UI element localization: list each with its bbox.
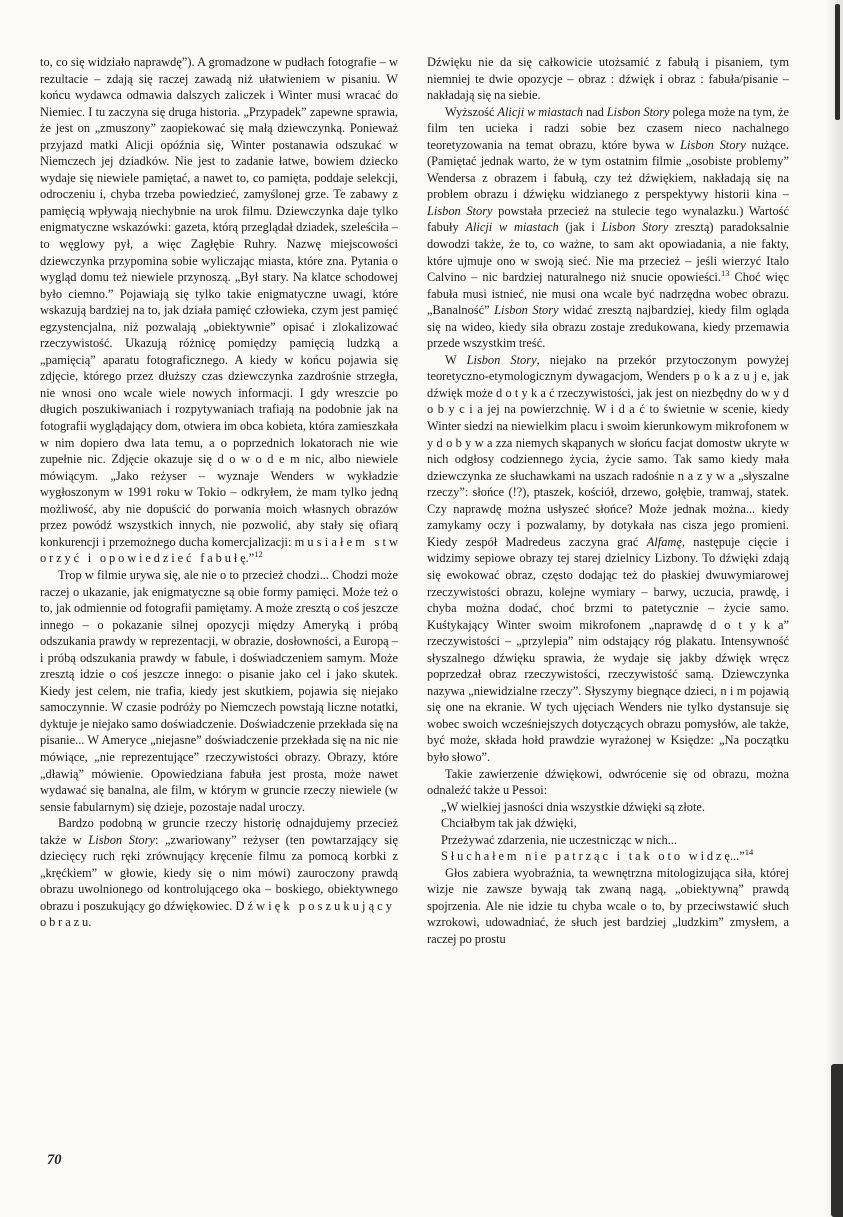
paragraph: Wyższość Alicji w miastach nad Lisbon Story polega może na tym, że film ten ucieka i radzi sobie bez czasem nieco nachalnego teoretyzowania na temat obrazu, które bywa w Lisbon Story nużące. (Pamiętać jednak warto, że w tym ostatnim filmie „osobiste problemy” Wendersa z obrazem i fabułą, czy też dźwiękiem, nakładają się na problem obrazu i dźwięku widzianego z perspektywy historii kina – Lisbon Story powstała przecież na stulecie tego wynalazku.) Wartość fabuły Alicji w miastach (jak i Lisbon Story zresztą) paradoksalnie dowodzi także, że to, co ważne, to sam akt opowiadania, a nie fakty, które ujmuje ono w swoją sieć. Nie ma przecież – jeśli wierzyć Italo Calvino – nic bardziej naturalnego niż snucie opowieści.$^{13}$ Choć więc fabuła musi istnieć, nie musi ona wcale być nadrzędna wobec obrazu. „Banalność” Lisbon Story widać zresztą najbardziej, kiedy film ogląda się na wideo, kiedy siła obrazu zostaje zredukowana, kiedy przemawia przede wszystkim treść. [427, 104, 790, 351]
scan-artifact-top-right [835, 4, 840, 120]
poem-quote: „W wielkiej jasności dnia wszystkie dźwięki są złote. Chciałbym tak jak dźwięki, Przeżywać zdarzenia, nie uczestnicząc w nich... S ł u c h a ł e m n i e p a t r z ą c i t a k o t o w i d z ę...”$^{14}$ [441, 799, 754, 864]
right-column [427, 54, 789, 948]
paragraph: Głos zabiera wyobraźnia, ta wewnętrzna mitologizująca siła, której wizje nie zawsze bywają tak zwaną nagą, „obiektywną” prawdą spojrzenia. Ale nie idzie tu chyba wcale o to, by przeciwstawić słuch wzrokowi, udowadniać, że słuch jest bardziej „ludzkim” zmysłem, a raczej po prostu [427, 865, 789, 946]
page-number: 70 [47, 1152, 62, 1168]
paragraph: Bardzo podobną w gruncie rzeczy historię odnajdujemy przecież także w Lisbon Story: „zwariowany” reżyser (ten powtarzający się dziecięcy ruch ręki zrównujący kręcenie filmu za pomocą korbki z „kręćkiem” w głowie, kiedy się o nim mówi) zauroczony prawdą obrazu uwolnionego od kontrolującego oka – boskiego, obiektywnego obrazu i poszukujący go dźwiękowiec. D ź w i ę k p o s z u k u j ą c y o b r a z u. [40, 816, 398, 930]
scan-artifact-bottom-right [831, 1064, 843, 1217]
paragraph: Dźwięku nie da się całkowicie utożsamić z fabułą i pisaniem, tym niemniej te dwie opozycje – obraz : dźwięk i obraz : fabuła/pisanie – nakładają się na siebie. [427, 55, 789, 103]
paragraph: Takie zawierzenie dźwiękowi, odwrócenie się od obrazu, można odnaleźć także u Pessoi: [427, 766, 789, 798]
paragraph: Trop w filmie urywa się, ale nie o to przecież chodzi... Chodzi może raczej o ukazanie, jak enigmatyczne są obie formy pamięci. Może też o to, jak odmiennie od fotografii pamiętamy. A może zresztą o coś jeszcze innego – o pokazanie silnej opozycji między Ameryką i próbą odszukania prawdy w reprezentacji, w obrazie, dosłowności, a Europą – i próbą odszukania prawdy w fabule, i doświadczeniem samym. Może zresztą idzie o coś jeszcze innego: o pisanie jako cel i jako skutek. Kiedy jest celem, nie trafia, kiedy jest skutkiem, pojawia się niejako samoczynnie. W czasie podróży po Niemczech powstają liczne notatki, dyktuje je niejako samo doświadczenie. Doświadczenie przekłada się na pisanie... W Ameryce „niejasne” doświadczenie przekłada się na nic nie mówiące, „nie reprezentujące” rzeczywistości obrazy. Obrazy, które „dławią” mówienie. Opowiedziana fabuła jest prosta, może nawet wydawać się banalna, ale film, w którym w gruncie rzeczy niewiele (w sensie fabularnym) się dzieje, pozostaje nadal uroczy. [40, 567, 398, 814]
scan-edge-shadow [825, 0, 843, 1217]
left-column [40, 54, 398, 931]
paragraph: to, co się widziało naprawdę”). A gromadzone w pudłach fotografie – w rezultacie – zdają się raczej zawadą niż ułatwieniem w pisaniu. W końcu wydawca odmawia dalszych zaliczek i Winter musi wracać do Niemiec. I tu zaczyna się druga historia. „Przypadek” zapewne sprawia, że jest on „zmuszony” zaopiekować się małą dziewczynką. Ponieważ przyjazd matki Alicji opóźnia się, Winter postanawia odszukać w Niemczech jej dziadków. Nie jest to zadanie łatwe, bowiem dziecko wydaje się niewiele pamiętać, a nawet to, co pamięta, poddaje selekcji, odroczeniu i, chyba trzeba powiedzieć, zamyślonej grze. Te zabawy z pamięcią wpływają niechybnie na urok filmu. Dziewczynka daje tylko enigmatyczne wskazówki: gazeta, którą przeglądał dziadek, szeleściła – to węglowy pył, a więc Zagłębie Ruhry. Nazwę miejscowości dziewczynka przypomina sobie wyliczając miasta, które zna. Pytania o wygląd domu też niewiele przynoszą. „Był stary. Na klatce schodowej było ciemno.” Pojawiają się tylko takie enigmatyczne uwagi, które wskazują bardziej na to, jak działa pamięć człowieka, czym jest pamięć egzystencjalna, niż pozwalają „obiektywnie” opisać i zlokalizować rzeczywistość. Ukazują różnicę pomiędzy pamięcią ludzką a „pamięcią” aparatu fotograficznego. A kiedy w końcu pojawia się zdjęcie, którego przez dłuższy czas dziewczynka zazdrośnie strzegła, nie wnosi ono wcale wiele nowych informacji. I gdy wreszcie po długich poszukiwaniach i rozpytywaniach trafiają na podobnie jak na fotografii wyglądający dom, otwiera im obca kobieta, która zamieszkała w nim dopiero dwa lata temu, a o poprzednich lokatorach nie wie zupełnie nic. Zdjęcie okazuje się d o w o d e m nic, albo niewiele mówiącym. „Jako reżyser – wyznaje Wenders w wykładzie wygłoszonym w 1991 roku w Tokio – odkryłem, że mam tylko jedną możliwość, aby nie dopuścić do porwania moich własnych obrazów przez powódź wszystkich innych, nie pozwolić, aby stały się ofiarą konkurencji i przemożnego ducha komercjalizacji: m u s i a ł e m s t w o r z y ć i o p o w i e d z i e ć f a b u ł ę.”$^{12}$ [40, 55, 398, 566]
paragraph: W Lisbon Story, niejako na przekór przytoczonym powyżej teoretyczno-etymologicznym dywagacjom, Wenders p o k a z u j e, jak dźwięk może d o t y k a ć rzeczywistości, jak jest on niezbędny do w y d o b y c i a jej na powierzchnię. W i d a ć to świetnie w scenie, kiedy Winter siedzi na niewielkim placu i swoim kierunkowym mikrofonem w y d o b y w a zza niemych skąpanych w słońcu facjat domostw ukryte w nich odgłosy codziennego życia, życie samo. Tak samo kiedy mała dziewczynka ze słuchawkami na uszach radośnie n a z y w a „słyszalne rzeczy”: słońce (!?), ptaszek, kościół, drzewo, gołębie, tramwaj, statek. Czy naprawdę można usłyszeć słońce? Może jednak można... kiedy zamykamy oczy i pozwalamy, by dotykała nas cisza jego promieni. Kiedy zespół Madredeus zaczyna grać Alfamę, następuje cięcie i widzimy sepiowe obrazy tej starej dzielnicy Lizbony. To dźwięki zdają się ewokować obraz, często dodając też do płaskiej dwuwymiarowej rzeczywistości obrazu, kolejne wymiary – barwy, uczucia, prawdę, i chyba można dodać, choć brzmi to patetycznie – życie samo. Kuśtykający Winter swoim mikrofonem „naprawdę d o t y k a” rzeczywistości – „przylepia” nim odstający róg plakatu. Intensywność słyszalnego dźwięku sprawia, że wydaje się jakby dźwięk wręcz poprzedzał obraz rzeczywistości, rzeczywistość samą. Dziewczynka nazywa „niewidzialne rzeczy”. Słyszymy biegnące dzieci, n i m pojawią się one na ekranie. W tych ujęciach Wenders nie tylko dystansuje się wobec swoich wcześniejszych dotyczących obrazu pomysłów, ale także, być może, składa hołd prawdzie wyrażonej w Księdze: „Na początku było słowo”. [427, 352, 790, 764]
